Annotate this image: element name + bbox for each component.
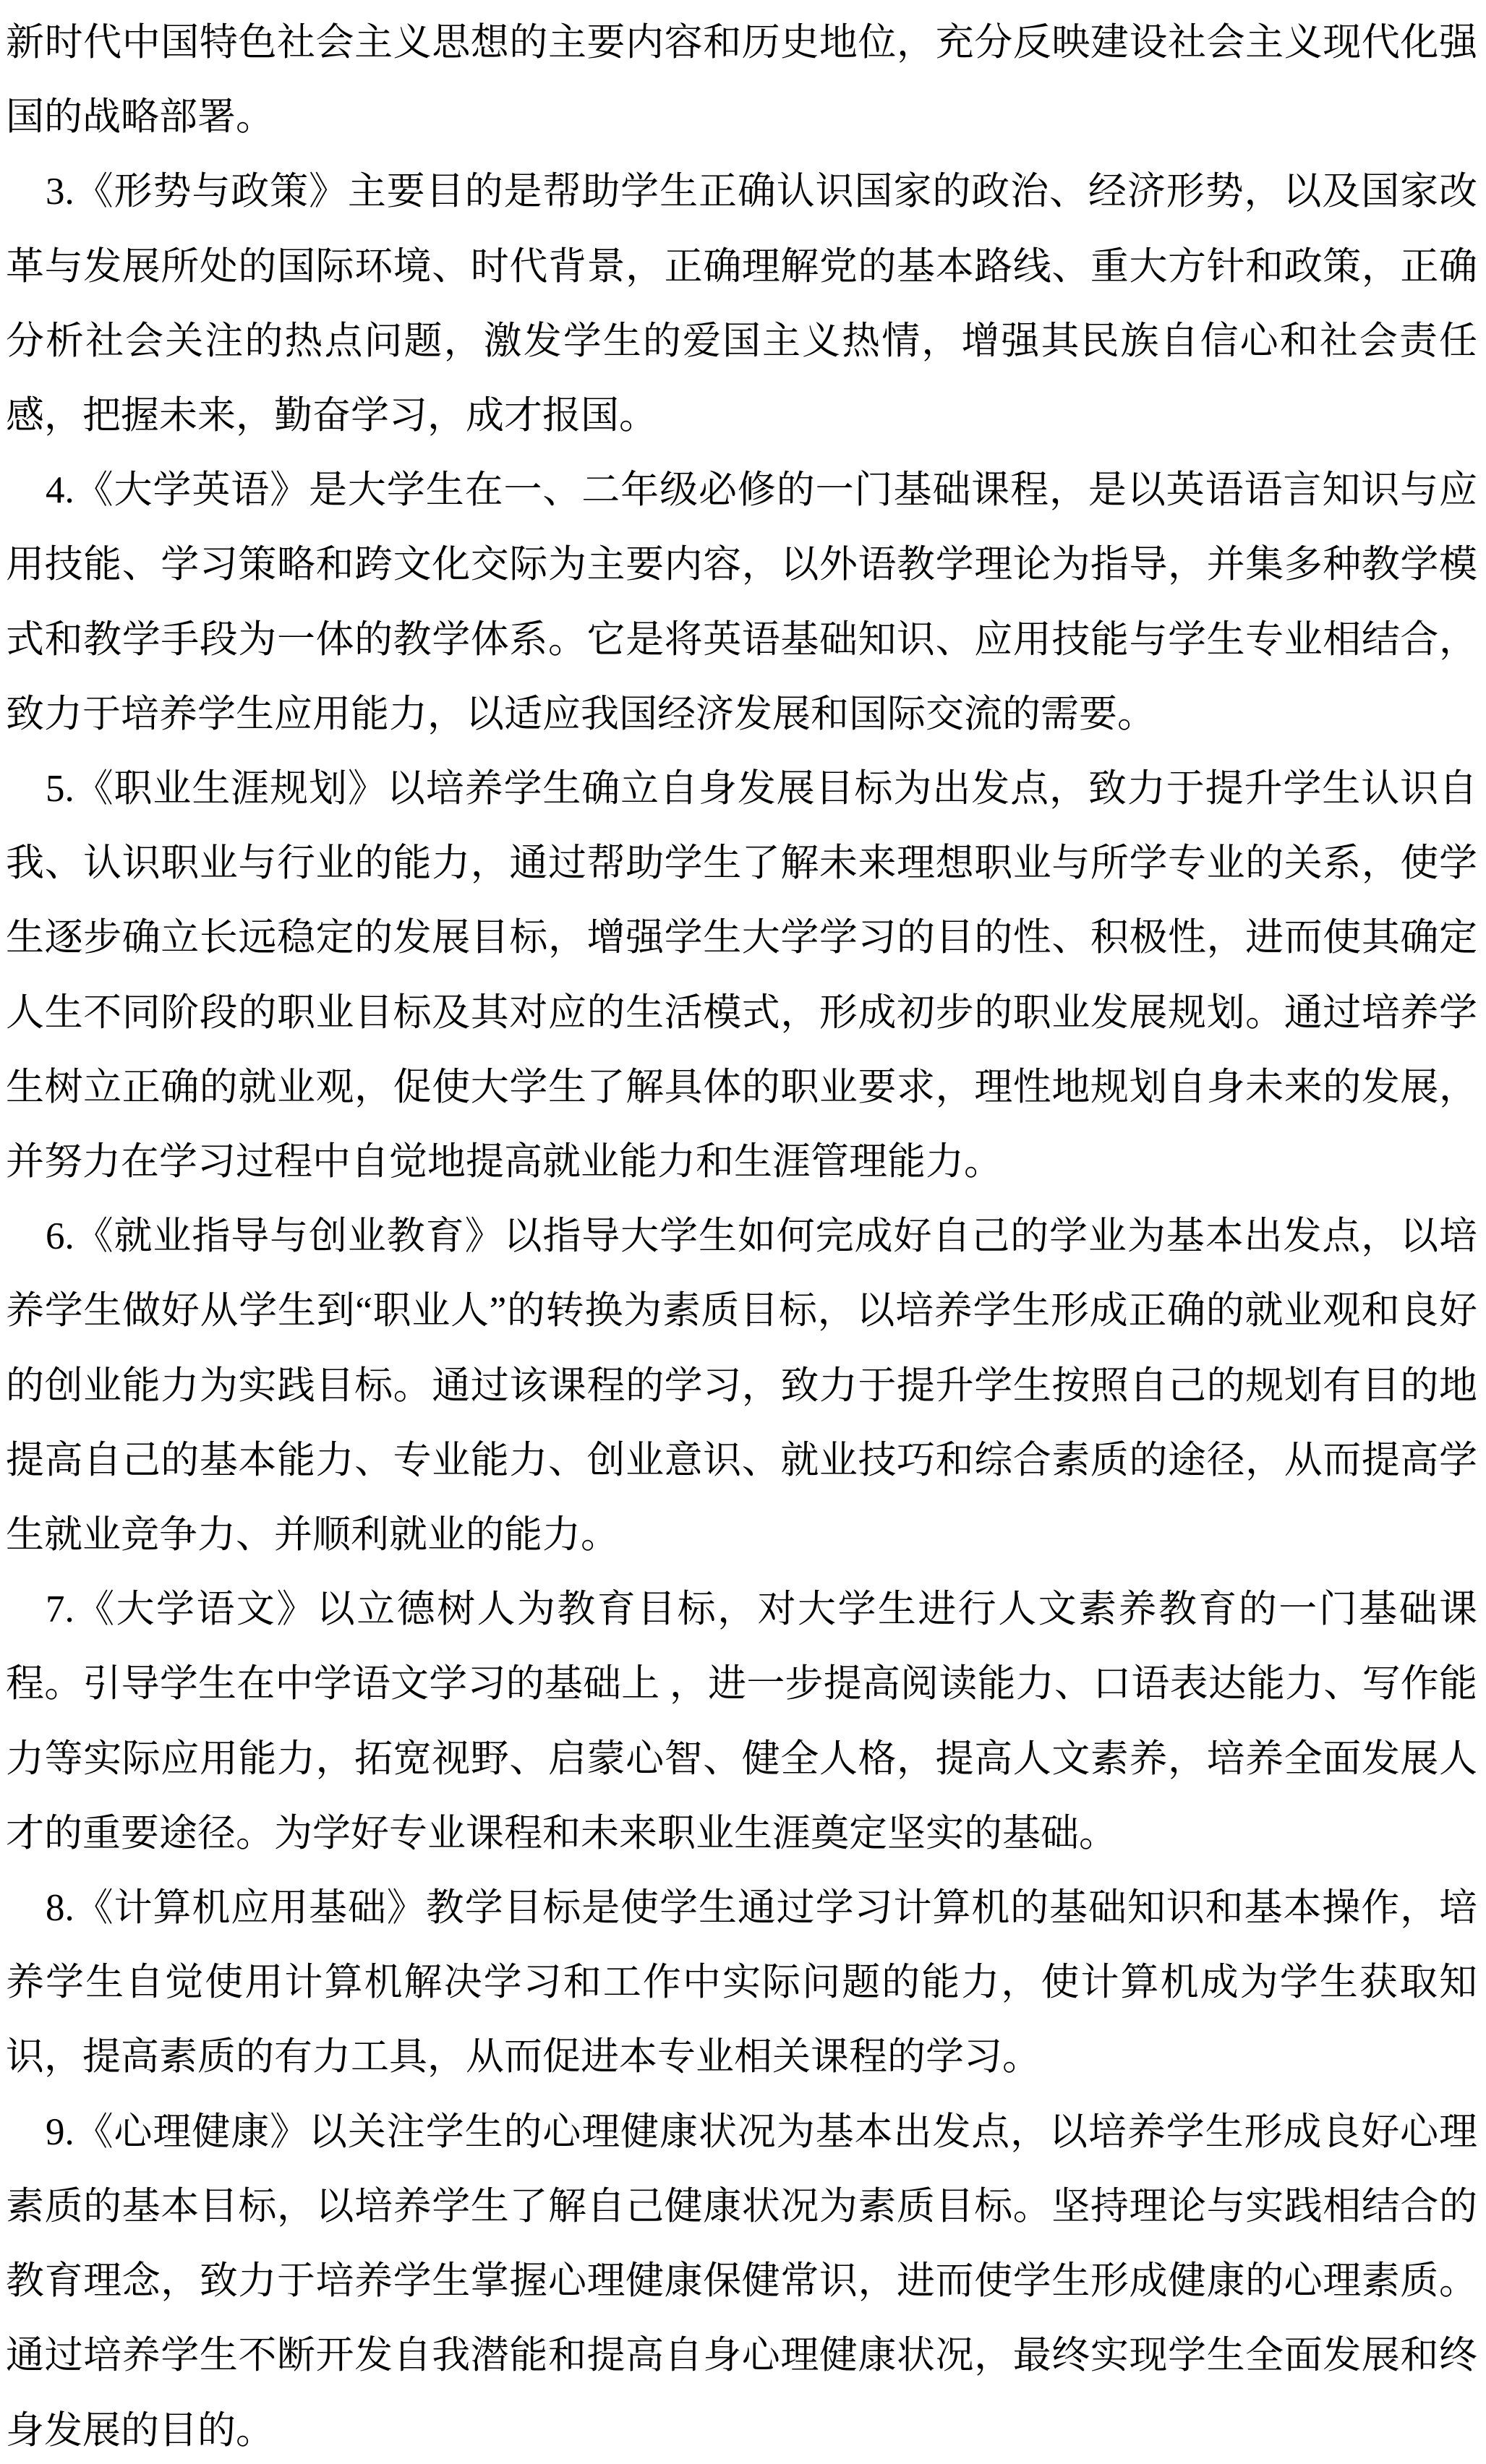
paragraph: 9.《心理健康》以关注学生的心理健康状况为基本出发点，以培养学生形成良好心理素质的基本目标，以培养学生了解自己健康状况为素质目标。坚持理论与实践相结合的教育理念，致力于培养学生掌握心理健康保健常识，进而使学生形成健康的心理素质。通过培养学生不断开发自我潜能和提高自身心理健康状况，最终实现学生全面发展和终身发展的目的。 (6, 2110, 1477, 2452)
paragraph: 7.《大学语文》以立德树人为教育目标，对大学生进行人文素养教育的一门基础课程。引导学生在中学语文学习的基础上 ，进一步提高阅读能力、口语表达能力、写作能力等实际应用能力，拓宽视野、启蒙心智、健全人格，提高人文素养，培养全面发展人才的重要途径。为学好专业课程和未来职业生涯奠定坚实的基础。 (6, 1588, 1477, 1855)
paragraph: 8.《计算机应用基础》教学目标是使学生通过学习计算机的基础知识和基本操作，培养学生自觉使用计算机解决学习和工作中实际问题的能力，使计算机成为学生获取知识，提高素质的有力工具，从而促进本专业相关课程的学习。 (6, 1887, 1477, 2079)
paragraph: 新时代中国特色社会主义思想的主要内容和历史地位，充分反映建设社会主义现代化强国的战略部署。 (6, 22, 1477, 139)
paragraph: 5.《职业生涯规划》以培养学生确立自身发展目标为出发点，致力于提升学生认识自我、认识职业与行业的能力，通过帮助学生了解未来理想职业与所学专业的关系，使学生逐步确立长远稳定的发展目标，增强学生大学学习的目的性、积极性，进而使其确定人生不同阶段的职业目标及其对应的生活模式，形成初步的职业发展规划。通过培养学生树立正确的就业观，促使大学生了解具体的职业要求，理性地规划自身未来的发展，并努力在学习过程中自觉地提高就业能力和生涯管理能力。 (6, 768, 1477, 1184)
document-body (6, 6, 1477, 2464)
paragraph: 6.《就业指导与创业教育》以指导大学生如何完成好自己的学业为基本出发点，以培养学生做好从学生到“职业人”的转换为素质目标，以培养学生形成正确的就业观和良好的创业能力为实践目标。通过该课程的学习，致力于提升学生按照自己的规划有目的地提高自己的基本能力、专业能力、创业意识、就业技巧和综合素质的途径，从而提高学生就业竞争力、并顺利就业的能力。 (6, 1215, 1477, 1557)
paragraph: 4.《大学英语》是大学生在一、二年级必修的一门基础课程，是以英语语言知识与应用技能、学习策略和跨文化交际为主要内容，以外语教学理论为指导，并集多种教学模式和教学手段为一体的教学体系。它是将英语基础知识、应用技能与学生专业相结合，致力于培养学生应用能力，以适应我国经济发展和国际交流的需要。 (6, 469, 1477, 735)
paragraph: 3.《形势与政策》主要目的是帮助学生正确认识国家的政治、经济形势，以及国家改革与发展所处的国际环境、时代背景，正确理解党的基本路线、重大方针和政策，正确分析社会关注的热点问题，激发学生的爱国主义热情，增强其民族自信心和社会责任感，把握未来，勤奋学习，成才报国。 (6, 171, 1477, 437)
